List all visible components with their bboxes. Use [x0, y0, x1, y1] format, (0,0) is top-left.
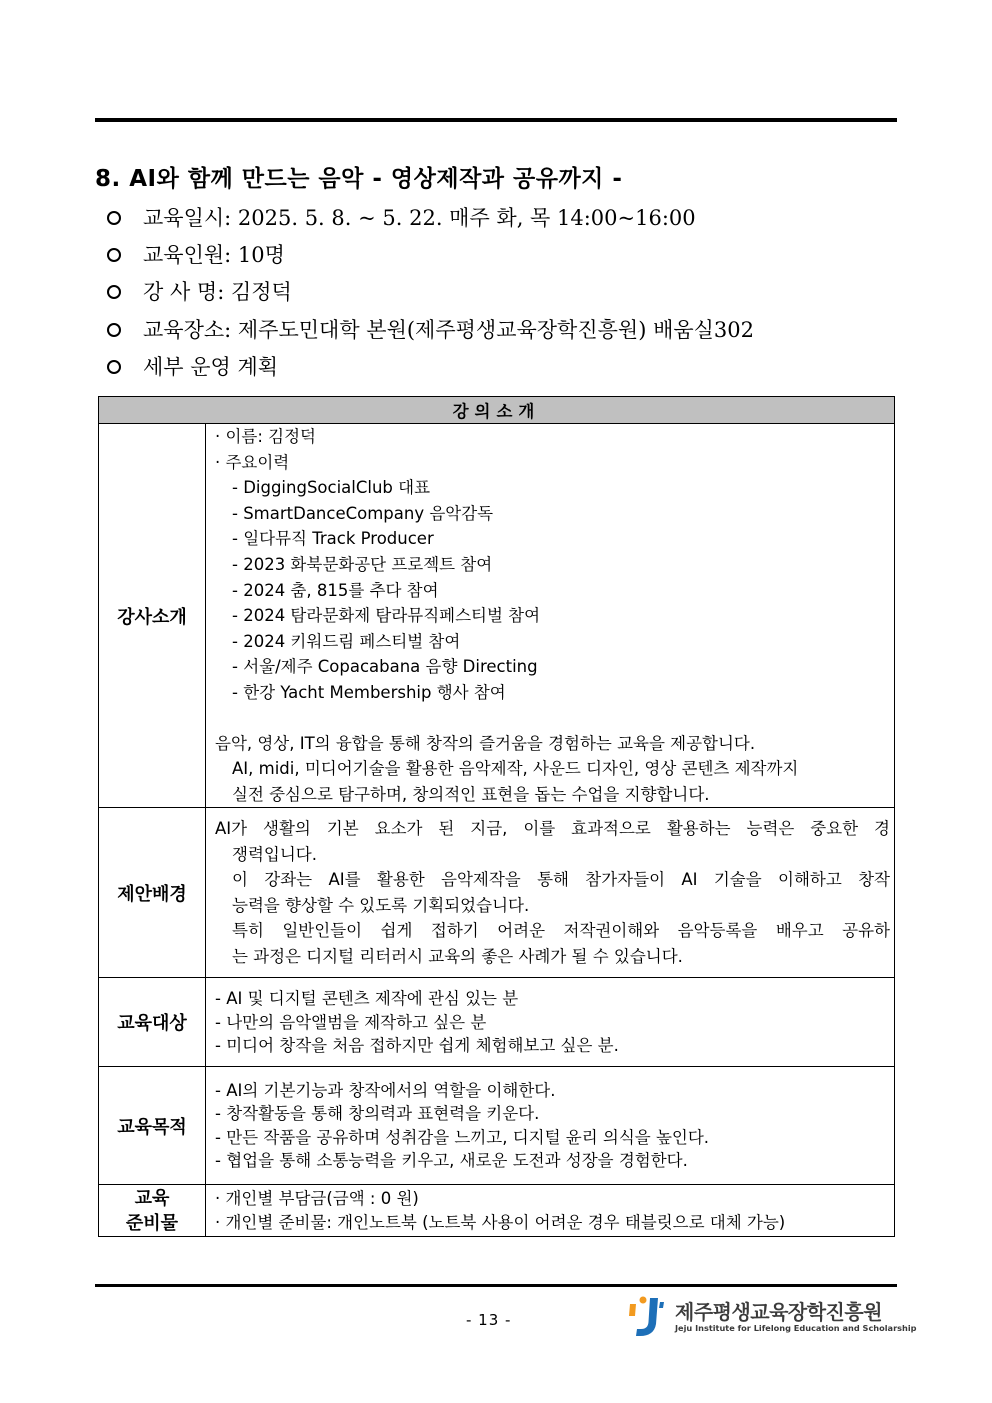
list-item: · 주요이력: [215, 452, 290, 472]
intro-line: 실전 중심으로 탐구하며, 창의적인 표현을 돕는 수업을 지향합니다.: [232, 784, 710, 804]
row-label-materials: [99, 1185, 206, 1237]
list-item: - 2024 키워드림 페스티벌 참여: [232, 631, 461, 651]
paragraph-line: 는 과정은 디지털 리터러시 교육의 좋은 사례가 될 수 있습니다.: [232, 947, 683, 966]
course-table: [98, 396, 895, 1237]
materials-cell: [206, 1185, 895, 1237]
logo-english-text: Jeju Institute for Lifelong Education and Scholarship: [675, 1323, 917, 1333]
list-item: - 2024 탐라문화제 탐라뮤직페스티벌 참여: [232, 606, 541, 626]
table-header: 강의소개: [99, 397, 895, 424]
row-label-instructor: 강사소개: [99, 424, 206, 808]
bullet-location: [107, 310, 754, 347]
circle-bullet-icon: [107, 323, 121, 337]
row-label-target: 교육대상: [99, 978, 206, 1067]
list-item: - 미디어 창작을 처음 접하지만 쉽게 체험해보고 싶은 분.: [215, 1036, 619, 1056]
institute-logo: [626, 1294, 917, 1338]
list-item: - AI 및 디지털 콘텐츠 제작에 관심 있는 분: [215, 989, 519, 1009]
row-label-line: 교육: [134, 1187, 170, 1209]
top-rule: [95, 118, 897, 122]
circle-bullet-icon: [107, 248, 121, 262]
paragraph-line: 특히 일반인들이 쉽게 접하기 어려운 저작권이해와 음악등록을 배우고 공유하: [232, 921, 890, 941]
paragraph-line: 이 강좌는 AI를 활용한 음악제작을 통해 참가자들이 AI 기술을 이해하고 창작: [232, 870, 890, 890]
circle-bullet-icon: [107, 211, 121, 225]
list-item: - 서울/제주 Copacabana 음향 Directing: [232, 657, 538, 677]
paragraph-line: AI가 생활의 기본 요소가 된 지금, 이를 효과적으로 활용하는 능력은 중요한 경: [215, 819, 890, 839]
bullet-text: 교육일시: 2025. 5. 8. ~ 5. 22. 매주 화, 목 14:00~16:00: [143, 205, 696, 230]
list-item: - AI의 기본기능과 창작에서의 역할을 이해한다.: [215, 1080, 556, 1100]
circle-bullet-icon: [107, 285, 121, 299]
bullet-text: 교육장소: 제주도민대학 본원(제주평생교육장학진흥원) 배움실302: [143, 317, 755, 342]
list-item: - 나만의 음악앨범을 제작하고 싶은 분: [215, 1012, 487, 1032]
spacer: [215, 706, 890, 731]
page-number: - 13 -: [466, 1311, 512, 1329]
paragraph-line: 쟁력입니다.: [232, 844, 317, 864]
section-title: 8. AI와 함께 만드는 음악 - 영상제작과 공유까지 -: [95, 166, 623, 192]
circle-bullet-icon: [107, 360, 121, 374]
list-item: - 한강 Yacht Membership 행사 참여: [232, 682, 506, 702]
bullet-text: 세부 운영 계획: [143, 354, 279, 379]
bullet-text: 교육인원: 10명: [143, 242, 285, 267]
row-label-background: 제안배경: [99, 808, 206, 978]
bullet-text: 강 사 명: 김정덕: [143, 280, 292, 305]
intro-line: 음악, 영상, IT의 융합을 통해 창작의 즐거움을 경험하는 교육을 제공합니다.: [215, 733, 756, 753]
list-item: - 일다뮤직 Track Producer: [232, 529, 434, 549]
bottom-rule: [95, 1284, 897, 1287]
list-item: · 개인별 준비물: 개인노트북 (노트북 사용이 어려운 경우 태블릿으로 대체 가능): [215, 1212, 786, 1232]
row-label-purpose: 교육목적: [99, 1067, 206, 1185]
list-item: - DiggingSocialClub 대표: [232, 478, 431, 498]
paragraph-line: 능력을 향상할 수 있도록 기획되었습니다.: [232, 895, 530, 915]
intro-line: AI, midi, 미디어기술을 활용한 음악제작, 사운드 디자인, 영상 콘텐츠 제작까지: [232, 759, 799, 779]
bullet-instructor: [107, 273, 754, 310]
list-item: · 개인별 부담금(금액 : 0 원): [215, 1188, 419, 1208]
row-label-line: 준비물: [125, 1212, 179, 1234]
list-item: · 이름: 김정덕: [215, 427, 316, 446]
background-cell: [206, 808, 895, 978]
bullet-schedule: [107, 198, 754, 235]
list-item: - 2024 춤, 815를 추다 참여: [232, 580, 439, 600]
institute-logo-icon: [626, 1294, 672, 1338]
list-item: - 창작활동을 통해 창의력과 표현력을 키운다.: [215, 1104, 540, 1124]
list-item: - SmartDanceCompany 음악감독: [232, 503, 494, 523]
instructor-cell: [206, 424, 895, 808]
bullet-capacity: [107, 235, 754, 272]
list-item: - 협업을 통해 소통능력을 키우고, 새로운 도전과 성장을 경험한다.: [215, 1151, 688, 1171]
info-bullets: [107, 198, 754, 384]
logo-korean-text: 제주평생교육장학진흥원: [675, 1300, 883, 1324]
list-item: - 만든 작품을 공유하며 성취감을 느끼고, 디지털 윤리 의식을 높인다.: [215, 1127, 710, 1147]
bullet-plan: [107, 347, 754, 384]
target-cell: [206, 978, 895, 1067]
purpose-cell: [206, 1067, 895, 1185]
list-item: - 2023 화북문화공단 프로젝트 참여: [232, 554, 493, 574]
